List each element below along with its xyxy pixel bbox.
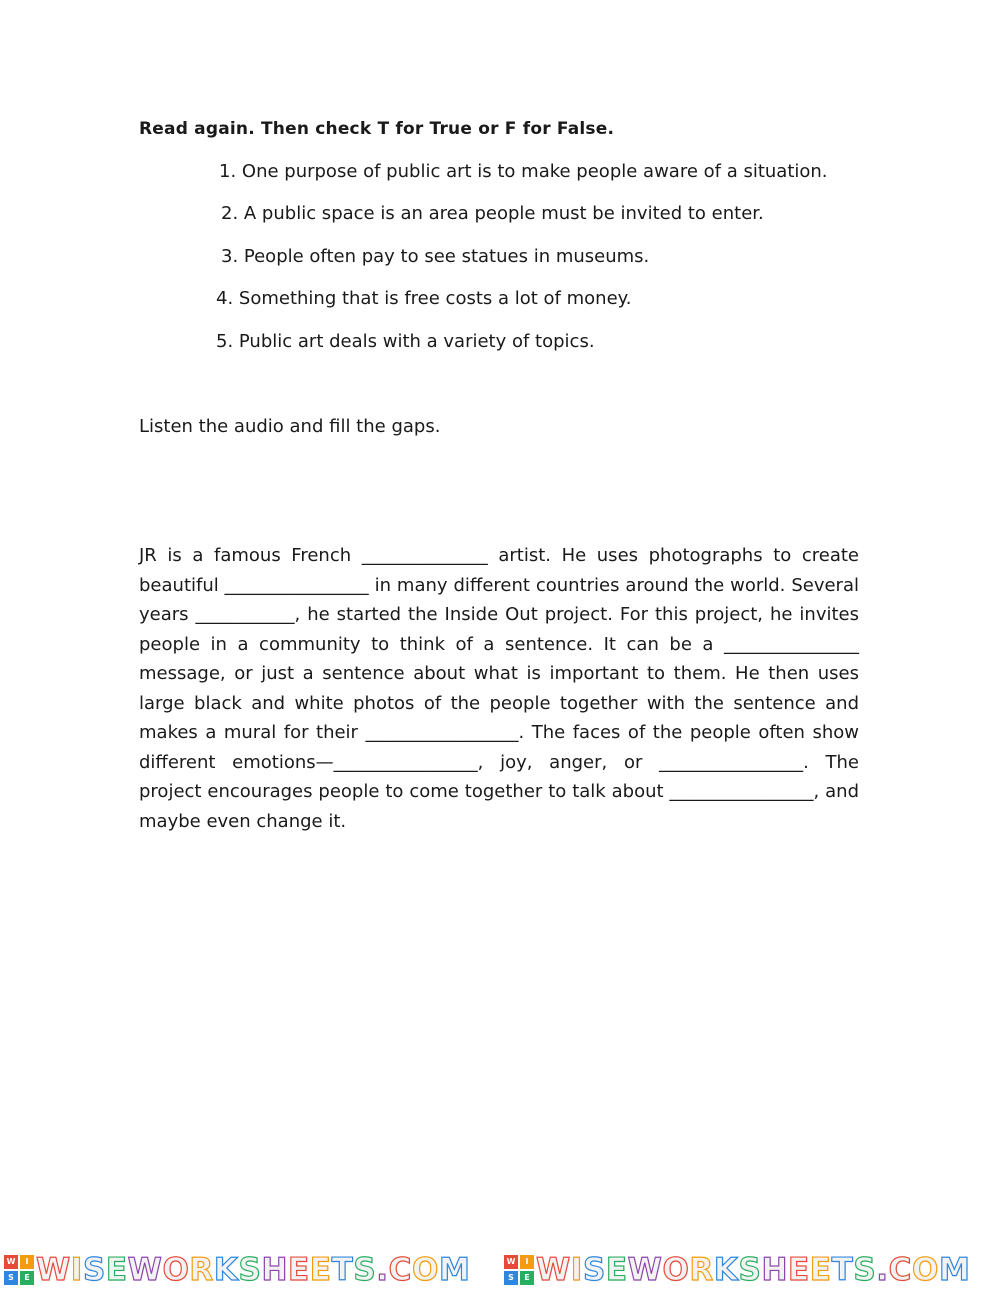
brand-letter: E — [309, 1252, 332, 1288]
brand-letter: W — [536, 1252, 571, 1288]
brand-logo-icon — [504, 1255, 534, 1285]
brand-letter: T — [831, 1252, 854, 1288]
logo-cell: E — [20, 1271, 34, 1285]
fill-gaps-paragraph: JR is a famous French ______________ artist. He uses photographs to create beautiful ________________ in many different countries around the world. Several years ___________, he started the Inside Out project. For this project, he invites people in a community to think of a sentence. It can be a _______________ message, or just a sentence about what is important to them. He then uses large black and white photos of the people together with the sentence and makes a mural for their _________________. The faces of the people often show different emotions—________________, joy, anger, or ________________. The project encourages people to come together to talk about ________________, and maybe even change it. — [139, 545, 859, 832]
brand-letter: S — [582, 1252, 606, 1288]
brand-letter: W — [627, 1252, 663, 1288]
brand-letter: R — [189, 1252, 214, 1288]
true-false-item-1: 1. One purpose of public art is to make people aware of a situation. — [219, 161, 828, 182]
logo-cell: W — [504, 1255, 518, 1269]
logo-cell: W — [4, 1255, 18, 1269]
brand-letter: E — [605, 1252, 628, 1288]
logo-cell: S — [4, 1271, 18, 1285]
brand-letter: C — [388, 1252, 412, 1288]
true-false-instruction: Read again. Then check T for True or F for False. — [139, 119, 615, 139]
brand-letter: S — [853, 1252, 877, 1288]
brand-letter: E — [288, 1252, 310, 1288]
brand-letter: T — [331, 1252, 354, 1288]
logo-cell: I — [520, 1255, 534, 1269]
brand-letter: O — [162, 1252, 190, 1288]
brand-letter: E — [105, 1252, 128, 1288]
brand-letter: M — [438, 1252, 471, 1288]
logo-cell: S — [504, 1271, 518, 1285]
true-false-item-5: 5. Public art deals with a variety of topics. — [216, 331, 595, 352]
brand-letter: S — [738, 1252, 762, 1288]
brand-letter: W — [36, 1252, 71, 1288]
brand-letter: H — [261, 1252, 288, 1288]
brand-letter: . — [876, 1252, 889, 1288]
brand-text — [536, 1252, 970, 1288]
logo-cell: I — [20, 1255, 34, 1269]
true-false-item-4: 4. Something that is free costs a lot of money. — [216, 288, 632, 309]
brand-letter: S — [82, 1252, 106, 1288]
brand-letter: I — [70, 1252, 83, 1288]
true-false-item-2: 2. A public space is an area people must be invited to enter. — [221, 203, 764, 224]
brand-letter: K — [213, 1252, 239, 1288]
brand-letter: O — [412, 1252, 439, 1288]
brand-letter: K — [713, 1252, 739, 1288]
brand-letter: . — [376, 1252, 389, 1288]
footer-banner — [0, 1252, 1000, 1288]
footer-brand-group — [0, 1252, 500, 1288]
brand-letter: S — [238, 1252, 262, 1288]
brand-letter: O — [912, 1252, 939, 1288]
footer-brand-group — [500, 1252, 1000, 1288]
true-false-item-3: 3. People often pay to see statues in museums. — [221, 246, 650, 267]
logo-cell: E — [520, 1271, 534, 1285]
brand-letter: S — [353, 1252, 377, 1288]
brand-letter: O — [662, 1252, 690, 1288]
brand-letter: E — [788, 1252, 810, 1288]
brand-text — [36, 1252, 470, 1288]
brand-letter: E — [809, 1252, 832, 1288]
fill-gaps-instruction: Listen the audio and fill the gaps. — [139, 416, 441, 437]
brand-logo-icon — [4, 1255, 34, 1285]
brand-letter: H — [761, 1252, 788, 1288]
brand-letter: R — [689, 1252, 714, 1288]
brand-letter: W — [127, 1252, 163, 1288]
brand-letter: M — [938, 1252, 971, 1288]
brand-letter: C — [888, 1252, 912, 1288]
brand-letter: I — [570, 1252, 583, 1288]
